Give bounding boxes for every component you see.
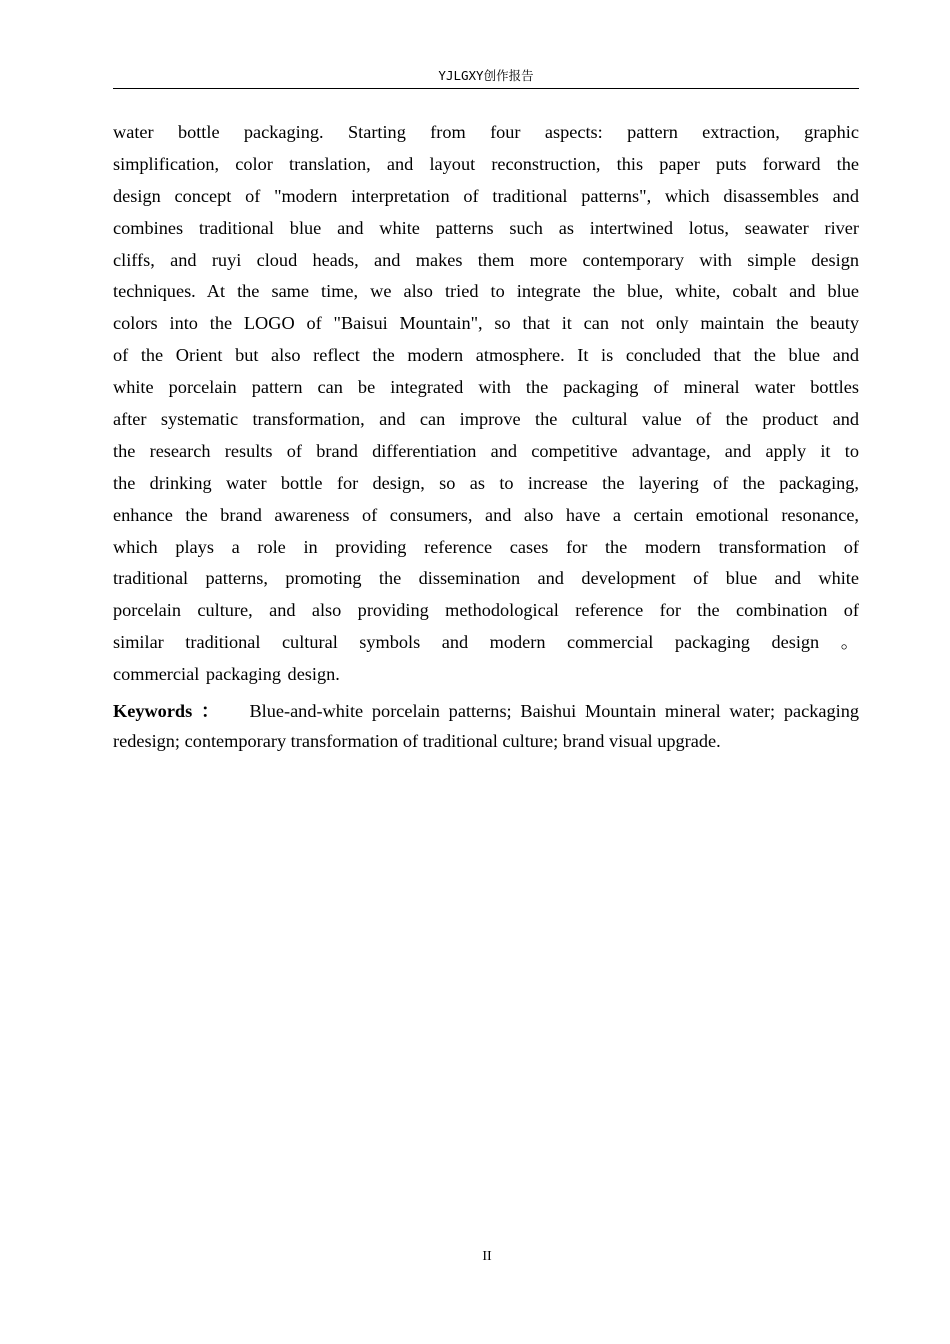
body-line: traditional patterns, promoting the dissemination and development of blue and white	[113, 568, 859, 589]
body-line: similar traditional cultural symbols and modern commercial packaging design 。	[113, 632, 859, 653]
body-line: combines traditional blue and white patterns such as intertwined lotus, seawater river	[113, 217, 859, 238]
body-line: cliffs, and ruyi cloud heads, and makes them more contemporary with simple design	[113, 249, 859, 270]
body-line: white porcelain pattern can be integrated with the packaging of mineral water bottles	[113, 377, 859, 398]
body-line: the research results of brand differentiation and competitive advantage, and apply it to	[113, 440, 859, 461]
body-line: porcelain culture, and also providing methodological reference for the combination of	[113, 600, 859, 621]
body-line: commercial packaging design.	[113, 664, 340, 685]
body-line: which plays a role in providing reference cases for the modern transformation of	[113, 536, 859, 557]
keywords-line-1	[113, 696, 859, 726]
body-line: the drinking water bottle for design, so as to increase the layering of the packaging,	[113, 472, 859, 493]
keywords-section	[113, 696, 859, 756]
keywords-label: Keywords	[113, 701, 193, 721]
page-header	[113, 66, 859, 89]
body-line: colors into the LOGO of "Baisui Mountain", so that it can not only maintain the beauty	[113, 313, 859, 334]
body-line: of the Orient but also reflect the modern atmosphere. It is concluded that the blue and	[113, 345, 859, 366]
body-line: design concept of "modern interpretation of traditional patterns", which disassembles and	[113, 185, 859, 206]
header-title: YJLGXY创作报告	[438, 68, 534, 83]
abstract-body	[113, 117, 859, 691]
body-line: enhance the brand awareness of consumers, and also have a certain emotional resonance,	[113, 504, 859, 525]
keywords-separator: ：	[200, 701, 224, 721]
body-line: water bottle packaging. Starting from four aspects: pattern extraction, graphic	[113, 122, 859, 142]
keywords-text-2: redesign; contemporary transformation of traditional culture; brand visual upgrade.	[113, 731, 721, 751]
body-line: simplification, color translation, and layout reconstruction, this paper puts forward the	[113, 153, 859, 174]
page-number: II	[482, 1249, 492, 1264]
keywords-text-1: Blue-and-white porcelain patterns; Baishui Mountain mineral water; packaging	[249, 701, 859, 721]
body-line: techniques. At the same time, we also tried to integrate the blue, white, cobalt and blue	[113, 281, 859, 302]
body-line: after systematic transformation, and can improve the cultural value of the product and	[113, 409, 859, 430]
